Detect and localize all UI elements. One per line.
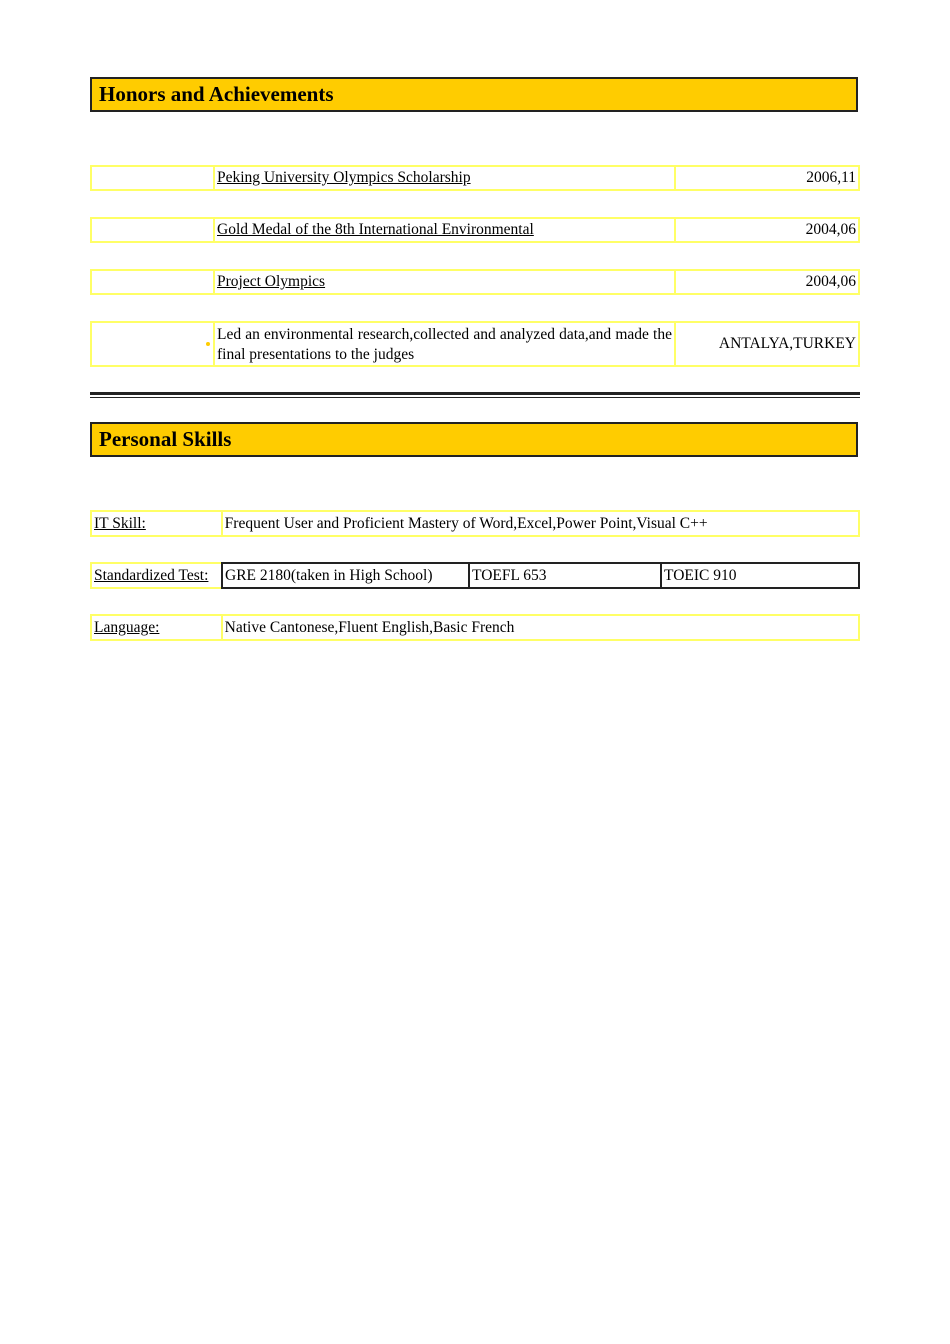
- test-gre: GRE 2180(taken in High School): [221, 562, 470, 589]
- honors-section-title: Honors and Achievements: [90, 77, 858, 112]
- honor-title: Peking University Olympics Scholarship: [213, 165, 676, 191]
- honor-title: Gold Medal of the 8th International Environmental: [213, 217, 676, 243]
- honor-row: [90, 217, 860, 243]
- honor-row: [90, 165, 860, 191]
- test-label: Standardized Test:: [90, 562, 223, 589]
- honor-title: Project Olympics: [213, 269, 676, 295]
- honor-date: 2004,06: [674, 217, 860, 243]
- test-toefl: TOEFL 653: [468, 562, 662, 589]
- language-row: [90, 614, 860, 641]
- it-skill-label: IT Skill:: [90, 510, 223, 537]
- honor-blank-cell: [90, 269, 215, 295]
- it-skill-value: Frequent User and Proficient Mastery of Word,Excel,Power Point,Visual C++: [221, 510, 860, 537]
- it-skill-row: [90, 510, 860, 537]
- honor-blank-cell: [90, 165, 215, 191]
- bullet-icon: [206, 342, 210, 346]
- honor-date: 2004,06: [674, 269, 860, 295]
- language-label: Language:: [90, 614, 223, 641]
- honor-row: [90, 269, 860, 295]
- honor-date: 2006,11: [674, 165, 860, 191]
- honor-blank-cell: [90, 217, 215, 243]
- skills-section-title: Personal Skills: [90, 422, 858, 457]
- test-row: [90, 562, 860, 589]
- section-divider: [90, 392, 860, 398]
- honor-location: ANTALYA,TURKEY: [674, 321, 860, 367]
- honor-description: Led an environmental research,collected and analyzed data,and made the final presentations to the judges: [213, 321, 676, 367]
- honor-blank-cell: [90, 321, 215, 367]
- test-toeic: TOEIC 910: [660, 562, 860, 589]
- language-value: Native Cantonese,Fluent English,Basic French: [221, 614, 860, 641]
